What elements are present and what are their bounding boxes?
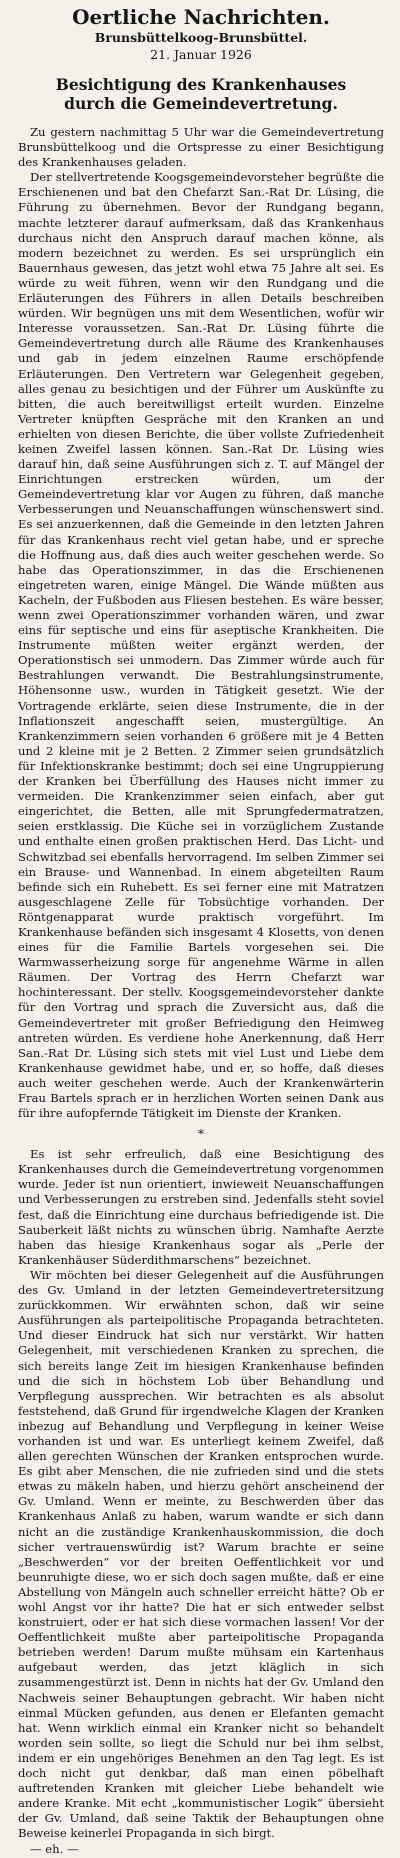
section-title: Oertliche Nachrichten. (72, 5, 330, 29)
report-paragraph-1: Zu gestern nachmittag 5 Uhr war die Gemeindevertretung Brunsbüttelkoog und die Ortspresse zu einer Besichtigung des Krankenhauses geladen. (18, 125, 384, 170)
author-signature: — eh. — (30, 1841, 79, 1856)
commentary-paragraph-1: Es ist sehr erfreulich, daß eine Besichtigung des Krankenhauses durch die Gemeindevertretung vorgenommen wurde. Jeder ist nun orientiert, inwieweit Neuanschaffungen und Verbesserungen zu erstreben sind. Jedenfalls steht soviel fest, daß die Einrichtung eine durchaus befriedigende ist. Die Sauberkeit läßt nichts zu wünschen übrig. Namhafte Aerzte haben das hiesige Krankenhaus sogar als „Perle der Krankenhäuser Süderdithmarschens“ bezeichnet. (18, 1147, 384, 1267)
article-commentary (18, 1147, 384, 1841)
article-report (18, 125, 384, 1121)
headline-line-2: durch die Gemeindevertretung. (64, 94, 338, 113)
separator-asterisk: * (198, 1127, 204, 1142)
headline-line-1: Besichtigung des Krankenhauses (55, 75, 347, 94)
dateline: 21. Januar 1926 (150, 47, 252, 62)
place-header: Brunsbüttelkoog-Brunsbüttel. (94, 30, 308, 45)
commentary-paragraph-2: Wir möchten bei dieser Gelegenheit auf die Ausführungen des Gv. Umland in der letzten Gemeindevertretersitzung zurückkommen. Wir erwähnten schon, daß wir seine Ausführungen als parteipolitische Propaganda betrachteten. Und dieser Eindruck hat sich nur verstärkt. Wir hatten Gelegenheit, mit verschiedenen Kranken zu sprechen, die sich bereits lange Zeit im hiesigen Krankenhause befinden und die sich in höchstem Lob über Behandlung und Verpflegung aussprechen. Wir betrachten es als absolut feststehend, daß Grund für irgendwelche Klagen der Kranken inbezug auf Behandlung und Verpflegung in keiner Weise vorhanden ist und war. Es unterliegt keinem Zweifel, daß allen gerechten Wünschen der Kranken entsprochen wurde. Es gibt aber Menschen, die nie zufrieden sind und die stets etwas zu mäkeln haben, und hierzu gehört anscheinend der Gv. Umland. Wenn er meinte, zu Beschwerden über das Krankenhaus Anlaß zu haben, warum wandte er sich dann nicht an die zuständige Krankenhauskommission, die doch sicher vertrauenswürdig ist? Warum brachte er seine „Beschwerden“ vor der breiten Oeffentlichkeit vor und beunruhigte diese, wo er sich doch sagen mußte, daß er eine Abstellung von Mängeln auch schneller erreicht hätte? Ob er wohl Angst vor ihr hatte? Die hat er sich entweder selbst konstruiert, oder er hat sich diese vormachen lassen! Vor der Oeffentlichkeit mußte aber parteipolitische Propaganda betrieben werden! Darum mußte mühsam ein Kartenhaus aufgebaut werden, das jetzt kläglich in sich zusammengestürzt ist. Denn in nichts hat der Gv. Umland den Nachweis seiner Behauptungen gebracht. Wir haben nicht einmal Mücken gefunden, aus denen er Elefanten gemacht hat. Wenn wirklich einmal ein Kranker nicht so behandelt worden sein sollte, so liegt die Schuld nur bei ihm selbst, indem er ein ungehöriges Benehmen an den Tag legt. Es ist doch nicht gut denkbar, daß man einen pöbelhaft auftretenden Kranken mit gleicher Liebe behandelt wie andere Kranke. Mit echt „kommunistischer Logik“ übersieht der Gv. Umland, daß seine Taktik der Behauptungen ohne Beweise keinerlei Propaganda in sich birgt. (18, 1267, 384, 1841)
report-paragraph-2: Der stellvertretende Koogsgemeindevorsteher begrüßte die Erschienenen und bat den Chefarzt San.-Rat Dr. Lüsing, die Führung zu übernehmen. Bevor der Rundgang begann, machte letzterer darauf aufmerksam, daß das Krankenhaus durchaus nicht den Anspruch darauf machen könne, als modern bezeichnet zu werden. Es sei ursprünglich ein Bauernhaus gewesen, das jetzt wohl etwa 75 Jahre alt sei. Es würde zu weit führen, wenn wir den Rundgang und die Erläuterungen des Führers in allen Details beschreiben würden. Wir begnügen uns mit dem Wesentlichen, wofür wir Interesse voraussetzen. San.-Rat Dr. Lüsing führte die Gemeindevertretung durch alle Räume des Krankenhauses und gab in jedem einzelnen Raume erschöpfende Erläuterungen. Den Vertretern war Gelegenheit gegeben, alles genau zu besichtigen und der Führer um Auskünfte zu bitten, die auch bereitwilligst erteilt wurden. Einzelne Vertreter knüpften Gespräche mit den Kranken an und erhielten von diesen Berichte, die über vollste Zufriedenheit keinen Zweifel lassen können. San.-Rat Dr. Lüsing wies darauf hin, daß seine Ausführungen sich z. T. auf Mängel der Einrichtungen erstrecken würden, um der Gemeindevertretung klar vor Augen zu führen, daß manche Verbesserungen und Neuanschaffungen wünschenswert sind. Es sei anzuerkennen, daß die Gemeinde in den letzten Jahren für das Krankenhaus recht viel getan habe, und er spreche die Hoffnung aus, daß dies auch weiter geschehen werde. So habe das Operationszimmer, in das die Erschienenen eingetreten waren, einige Mängel. Die Wände müßten aus Kacheln, der Fußboden aus Fliesen bestehen. Es wäre besser, wenn zwei Operationszimmer vorhanden wären, und zwar eins für septische und eins für aseptische Krankheiten. Die Instrumente müßten weiter ergänzt werden, der Operationstisch sei unmodern. Das Zimmer würde auch für Bestrahlungen verwandt. Die Bestrahlungsinstrumente, Höhensonne usw., wurden in Tätigkeit gesetzt. Wie der Vortragende erklärte, seien diese Instrumente, die in der Inflationszeit angeschafft seien, mustergültige. An Krankenzimmern seien vorhanden 6 größere mit je 4 Betten und 2 kleine mit je 2 Betten. 2 Zimmer seien grundsätzlich für Infektionskranke bestimmt; doch sei eine Ungruppierung der Kranken bei Überfüllung des Hauses nicht immer zu vermeiden. Die Krankenzimmer seien einfach, aber gut eingerichtet, die Betten, alle mit Sprungfedermatratzen, seien erstklassig. Die Küche sei in vorzüglichem Zustande und enthalte einen großen praktischen Herd. Das Licht- und Schwitzbad sei ebenfalls hervorragend. Im selben Zimmer sei ein Brause- und Wannenbad. In einem abgeteilten Raum befinde sich ein Ruhebett. Es sei ferner eine mit Matratzen ausgeschlagene Zelle für Tobsüchtige vorhanden. Der Röntgenapparat wurde praktisch vorgeführt. Im Krankenhause befänden sich insgesamt 4 Klosetts, von denen eines für die Familie Bartels vorgesehen sei. Die Warmwasserheizung sorge für angenehme Wärme in allen Räumen. Der Vortrag des Herrn Chefarzt war hochinteressant. Der stellv. Koogsgemeindevorsteher dankte für den Vortrag und sprach die Zuversicht aus, daß die Gemeindevertreter mit großer Befriedigung den Heimweg antreten würden. Es verdiene hohe Anerkennung, daß Herr San.-Rat Dr. Lüsing sich stets mit viel Lust und Liebe dem Krankenhause gewidmet habe, und er, so hoffe, daß dieses auch weiter geschehen werde. Auch der Krankenwärterin Frau Bartels sprach er in herzlichen Worten seinen Dank aus für ihre aufopfernde Tätigkeit im Dienste der Kranken. (18, 170, 384, 1121)
article-headline (18, 75, 384, 113)
